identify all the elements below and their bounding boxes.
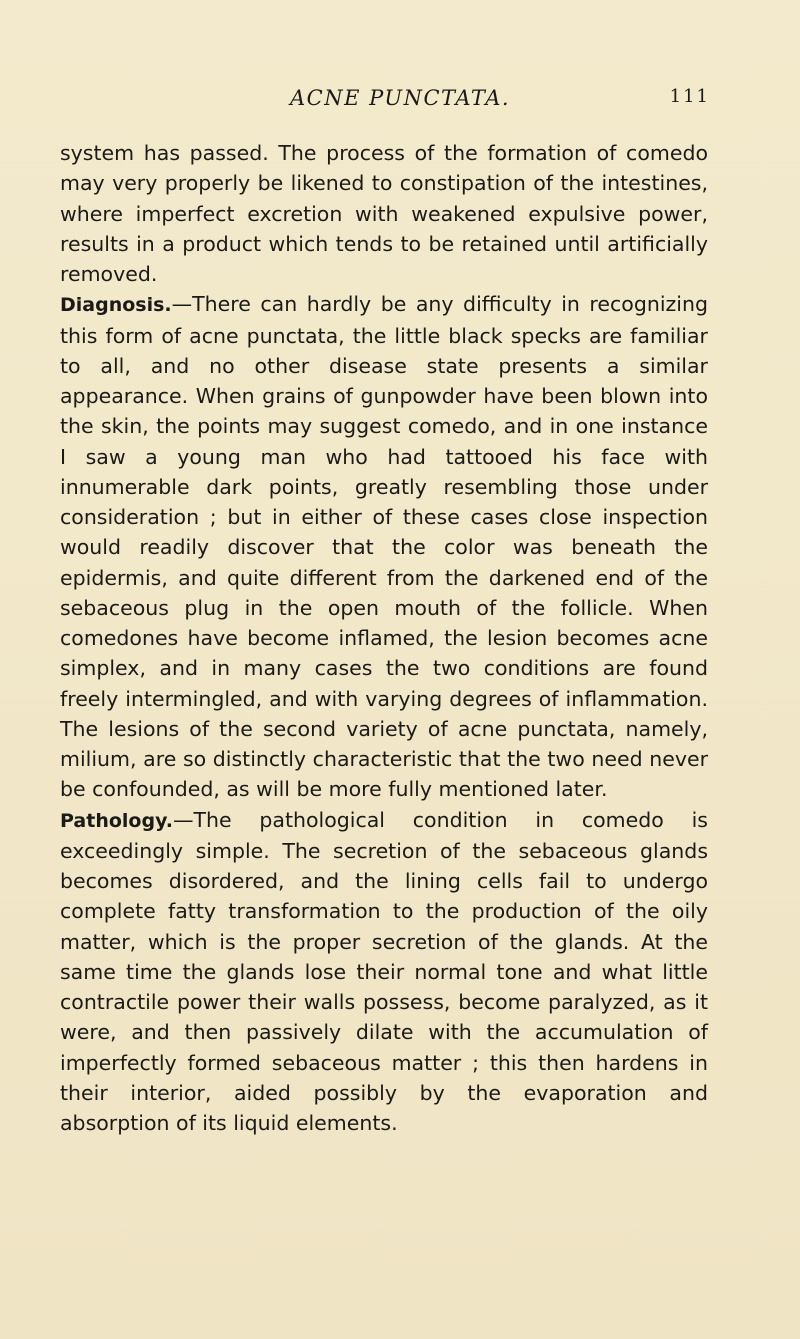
section-heading-diagnosis: Diagnosis. [60,294,172,317]
body-text [60,138,708,1138]
section-heading-pathology: Pathology. [60,809,173,832]
paragraph-text: —There can hardly be any difficulty in recognizing this form of acne punctata, the little black specks are familiar to all, and no other disease state presents a similar appearance. When grains of gunpowder have been blown into the skin, the points may suggest comedo, and in one instance I saw a young man who had tattooed his face with innumerable dark points, greatly resembling those under consideration ; but in either of these cases close inspection would readily discover that the color was beneath the epidermis, and quite different from the darkened end of the sebaceous plug in the open mouth of the follicle. When comedones have become inflamed, the lesion becomes acne simplex, and in many cases the two conditions are found freely intermingled, and with varying degrees of inflammation. The lesions of the second variety of acne punctata, namely, milium, are so distinctly characteristic that the two need never be confounded, as will be more fully mentioned later. [60,292,708,802]
page-number: 111 [669,86,710,107]
paragraph-diagnosis [60,289,708,804]
paragraph-continuation [60,138,708,289]
paragraph-text: —The pathological condition in comedo is exceedingly simple. The secretion of the sebaceous glands becomes disordered, and the lining cells fail to undergo complete fatty transformation to the production of the oily matter, which is the proper secretion of the glands. At the same time the glands lose their normal tone and what little contractile power their walls possess, become paralyzed, as it were, and then passively dilate with the accumulation of imperfectly formed sebaceous matter ; this then hardens in their interior, aided possibly by the evaporation and absorption of its liquid elements. [60,807,708,1135]
page-header [120,86,710,116]
paragraph-text: system has passed. The process of the formation of comedo may very properly be likened to constipation of the intestines, where imperfect excretion with weakened expulsive power, results in a product which tends to be retained until artificially removed. [60,141,708,286]
running-title: ACNE PUNCTATA. [290,86,511,110]
paragraph-pathology [60,805,708,1139]
